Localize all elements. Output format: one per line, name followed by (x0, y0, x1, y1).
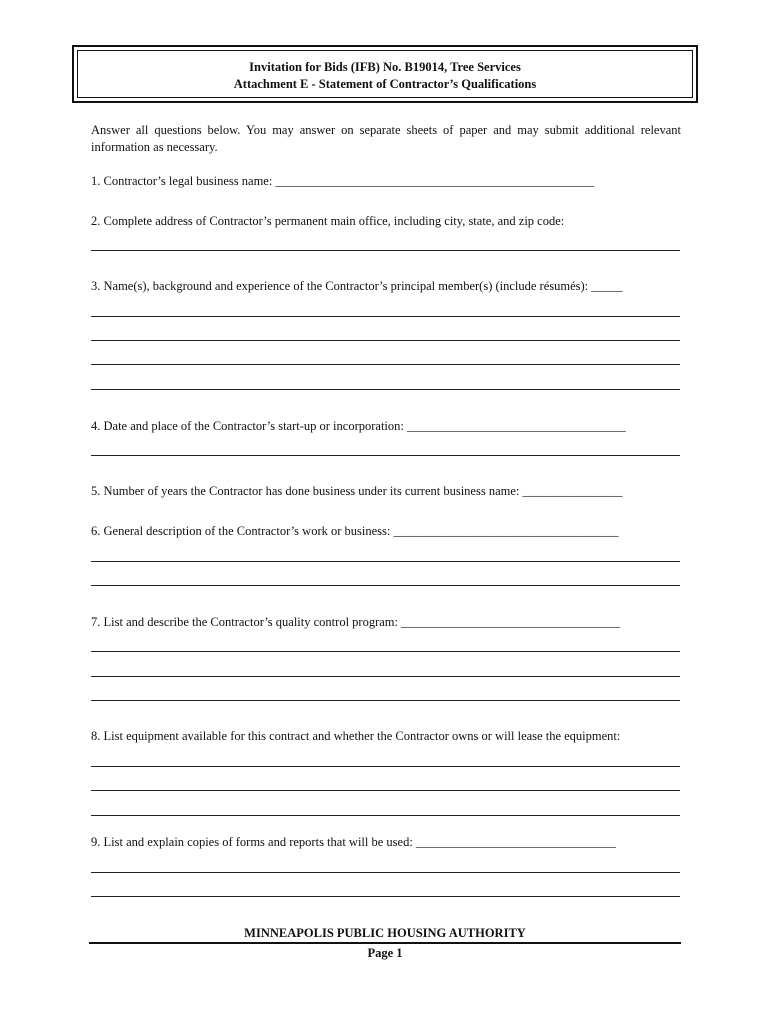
footer-page-number: Page 1 (367, 946, 403, 960)
instructions-paragraph: Answer all questions below. You may answer on separate sheets of paper and may submit additional relevant information as necessary. (91, 123, 681, 154)
question-2: 2. Complete address of Contractor’s permanent main office, including city, state, and zip code: (91, 214, 565, 228)
answer-line[interactable] (91, 585, 680, 586)
question-1: 1. Contractor’s legal business name: ___________________________________________________ (91, 174, 595, 188)
answer-line[interactable] (91, 790, 680, 791)
question-5: 5. Number of years the Contractor has done business under its current business name: ________________ (91, 484, 623, 498)
answer-line[interactable] (91, 364, 680, 365)
answer-line[interactable] (91, 340, 680, 341)
question-9: 9. List and explain copies of forms and reports that will be used: ________________________________ (91, 835, 616, 849)
question-6: 6. General description of the Contractor’s work or business: ____________________________________ (91, 524, 619, 538)
answer-line[interactable] (91, 872, 680, 873)
answer-line[interactable] (91, 651, 680, 652)
question-3: 3. Name(s), background and experience of the Contractor’s principal member(s) (include résumés): _____ (91, 279, 623, 293)
footer-organization: MINNEAPOLIS PUBLIC HOUSING AUTHORITY (244, 926, 526, 940)
header-title-line-1: Invitation for Bids (IFB) No. B19014, Tree Services (249, 60, 521, 74)
document-header-inner (77, 50, 693, 98)
answer-line[interactable] (91, 896, 680, 897)
answer-line[interactable] (91, 316, 680, 317)
footer-divider (89, 942, 681, 944)
header-title-line-2: Attachment E - Statement of Contractor’s Qualifications (233, 77, 537, 91)
answer-line[interactable] (91, 250, 680, 251)
answer-line[interactable] (91, 561, 680, 562)
question-8: 8. List equipment available for this contract and whether the Contractor owns or will lease the equipment: (91, 729, 621, 743)
answer-line[interactable] (91, 389, 680, 390)
question-4: 4. Date and place of the Contractor’s start-up or incorporation: ___________________________________ (91, 419, 626, 433)
answer-line[interactable] (91, 455, 680, 456)
answer-line[interactable] (91, 766, 680, 767)
question-7: 7. List and describe the Contractor’s quality control program: ___________________________________ (91, 615, 620, 629)
answer-line[interactable] (91, 676, 680, 677)
answer-line[interactable] (91, 700, 680, 701)
document-header-box (72, 45, 698, 103)
answer-line[interactable] (91, 815, 680, 816)
